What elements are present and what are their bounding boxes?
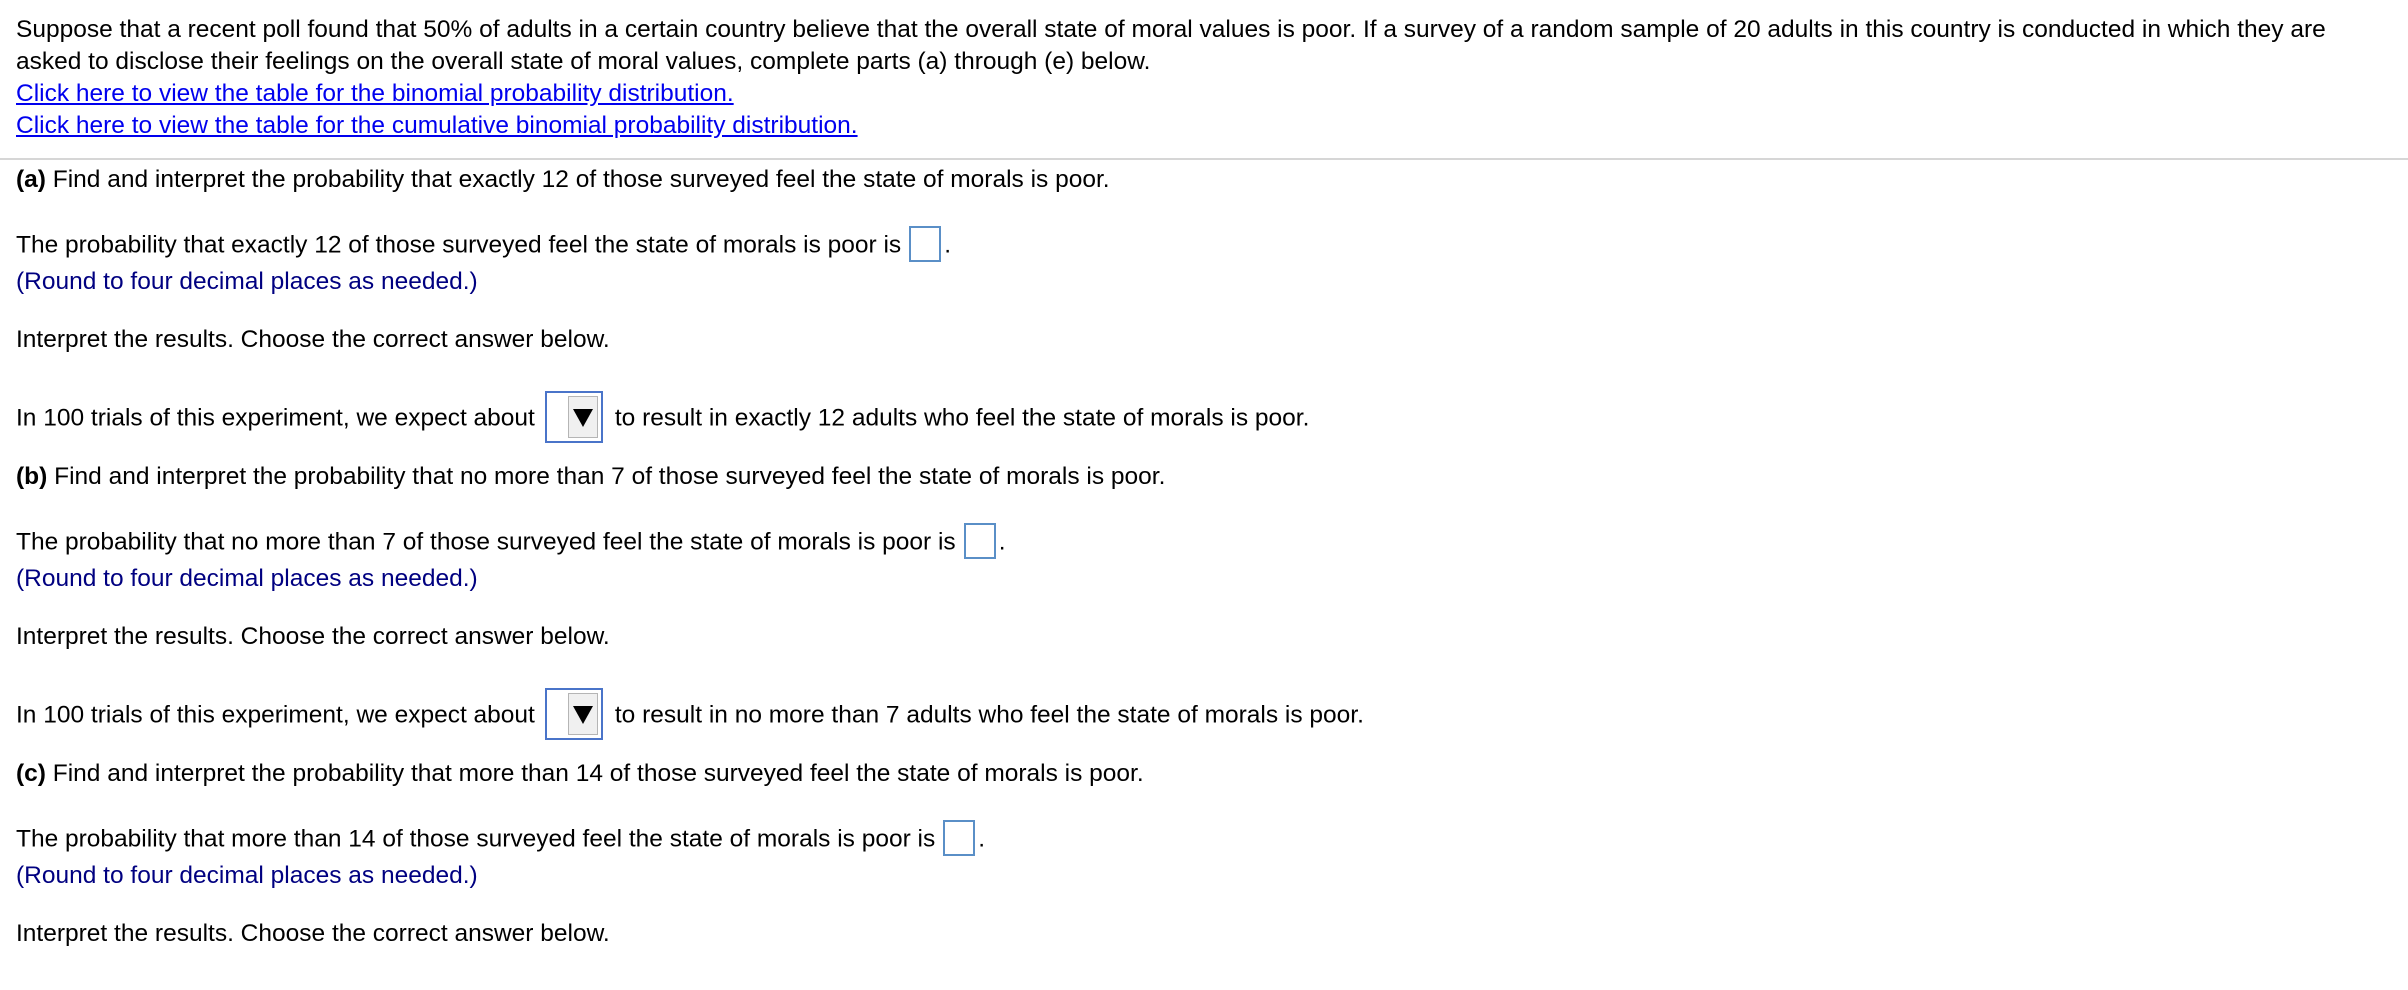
triangle-down-icon [573, 706, 593, 724]
part-b-answer-line [16, 525, 1006, 561]
part-a-answer-prompt: The probability that exactly 12 of those surveyed feel the state of morals is poor is [16, 231, 902, 259]
part-a-trials-before: In 100 trials of this experiment, we expect about [16, 404, 535, 432]
part-b-dropdown[interactable] [545, 688, 603, 740]
cumulative-binomial-table-link[interactable]: Click here to view the table for the cumulative binomial probability distribution. [16, 112, 858, 139]
part-b-trials-after: to result in no more than 7 adults who feel the state of morals is poor. [614, 701, 1364, 729]
part-a-period: . [944, 231, 951, 259]
part-b-trials-line [16, 690, 1364, 742]
binomial-table-link[interactable]: Click here to view the table for the binomial probability distribution. [16, 80, 734, 107]
problem-statement: Suppose that a recent poll found that 50% of adults in a certain country believe that the overall state of moral values is poor. If a survey of a random sample of 20 adults in this country is conducted in which they are asked to disclose their feelings on the overall state of moral values, complete parts (a) through (e) below. [16, 16, 2326, 75]
part-b-round-hint: (Round to four decimal places as needed.) [16, 565, 478, 592]
part-c-question-text: Find and interpret the probability that more than 14 of those surveyed feel the state of morals is poor. [52, 760, 1144, 787]
part-a-answer-input[interactable] [909, 226, 941, 262]
part-a-trials-line [16, 393, 1309, 445]
part-a-question [16, 164, 1110, 196]
part-a-dropdown[interactable] [545, 391, 603, 443]
part-c-period: . [978, 825, 986, 853]
part-c-answer-line [16, 822, 985, 858]
part-a-interpret-prompt: Interpret the results. Choose the correct answer below. [16, 326, 610, 353]
part-c-answer-input[interactable] [943, 820, 975, 856]
section-divider [0, 158, 2408, 160]
part-a-label: (a) [16, 166, 46, 193]
part-b-trials-before: In 100 trials of this experiment, we expect about [16, 701, 535, 729]
part-b-answer-prompt: The probability that no more than 7 of those surveyed feel the state of morals is poor is [16, 528, 956, 556]
part-b-label: (b) [16, 463, 48, 490]
part-b-answer-input[interactable] [964, 523, 996, 559]
part-c-question [16, 758, 1144, 790]
part-b-question-text: Find and interpret the probability that no more than 7 of those surveyed feel the state of morals is poor. [54, 463, 1166, 490]
part-b-question [16, 461, 1165, 493]
part-a-answer-line [16, 228, 951, 264]
triangle-down-icon [573, 409, 593, 427]
part-b-period: . [998, 528, 1006, 556]
problem-intro [16, 14, 2396, 142]
dropdown-button[interactable] [568, 693, 598, 735]
part-a-round-hint: (Round to four decimal places as needed.) [16, 268, 478, 295]
part-c-answer-prompt: The probability that more than 14 of those surveyed feel the state of morals is poor is [16, 825, 936, 853]
part-b-interpret-prompt: Interpret the results. Choose the correct answer below. [16, 623, 610, 650]
part-a-trials-after: to result in exactly 12 adults who feel the state of morals is poor. [614, 404, 1310, 432]
part-c-interpret-prompt: Interpret the results. Choose the correct answer below. [16, 920, 610, 947]
dropdown-button[interactable] [568, 396, 598, 438]
part-c-round-hint: (Round to four decimal places as needed.) [16, 862, 478, 889]
part-c-label: (c) [16, 760, 46, 787]
part-a-question-text: Find and interpret the probability that exactly 12 of those surveyed feel the state of morals is poor. [52, 166, 1110, 193]
